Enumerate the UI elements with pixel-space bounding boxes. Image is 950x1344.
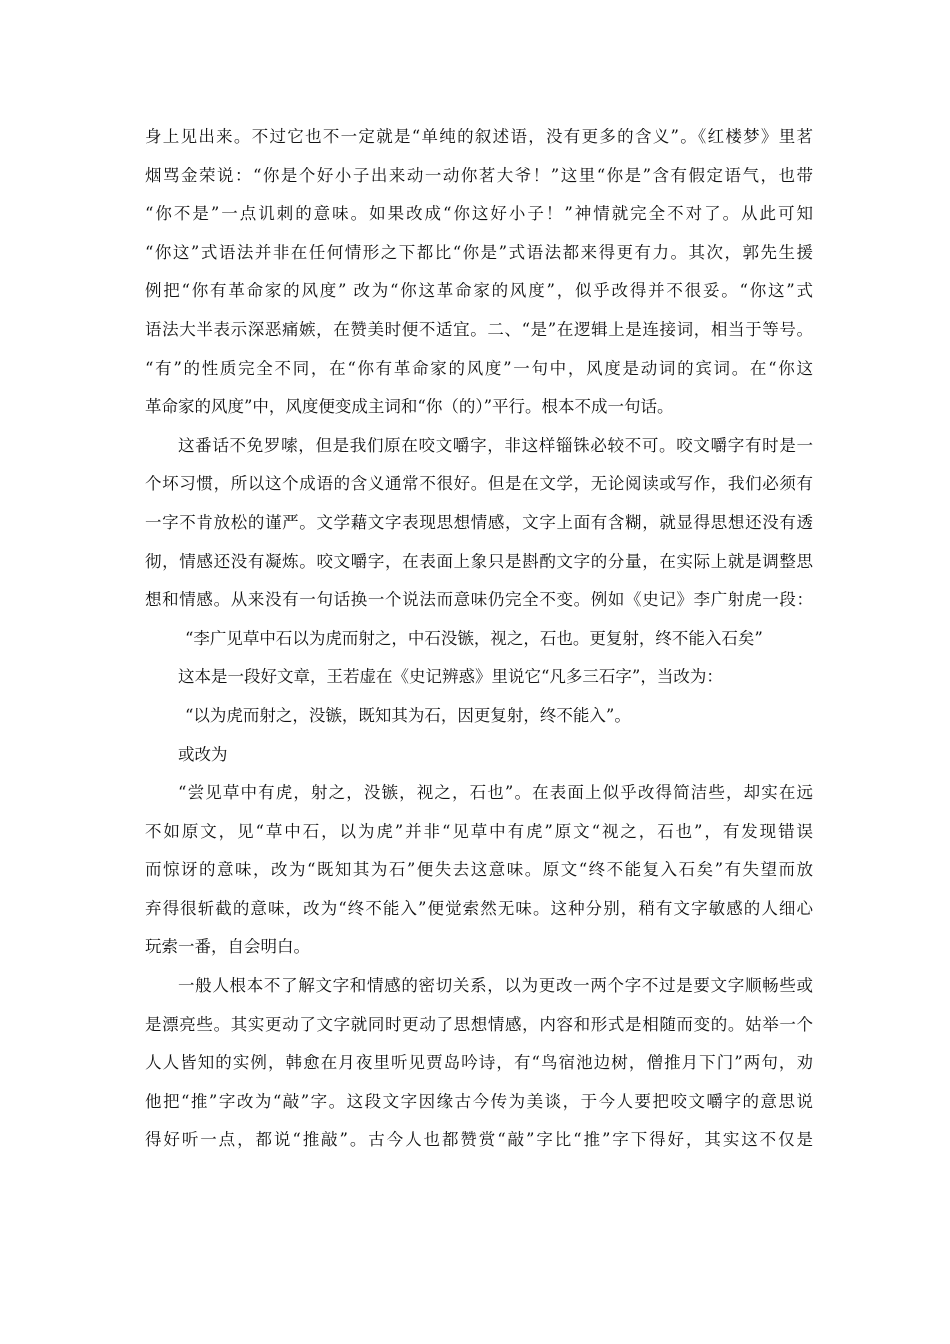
text-line: 个坏习惯，所以这个成语的含义通常不很好。但是在文学，无论阅读或写作，我们必须有 xyxy=(145,474,813,494)
text-line: 语法大半表示深恶痛嫉，在赞美时便不适宜。二、“是”在逻辑上是连接词，相当于等号。 xyxy=(145,319,813,339)
text-line: “李广见草中石以为虎而射之，中石没镞，视之，石也。更复射，终不能入石矣” xyxy=(185,628,763,648)
body-text xyxy=(145,118,813,1160)
text-line: “以为虎而射之，没镞，既知其为石，因更复射，终不能入”。 xyxy=(185,705,631,725)
text-line: 一般人根本不了解文字和情感的密切关系，以为更改一两个字不过是要文字顺畅些或 xyxy=(178,976,813,996)
text-line: 弃得很斩截的意味，改为“终不能入”便觉索然无味。这种分别，稍有文字敏感的人细心 xyxy=(145,898,813,918)
text-line: 例把“你有革命家的风度” 改为“你这革命家的风度”，似乎改得并不很妥。“你这”式 xyxy=(145,281,813,301)
text-line: 人人皆知的实例，韩愈在月夜里听见贾岛吟诗，有“鸟宿池边树，僧推月下门”两句，劝 xyxy=(145,1053,813,1073)
text-line: “你不是”一点讥刺的意味。如果改成“你这好小子！”神情就完全不对了。从此可知 xyxy=(145,204,813,224)
text-line: 彻，情感还没有凝炼。咬文嚼字，在表面上象只是斟酌文字的分量，在实际上就是调整思 xyxy=(145,551,813,571)
text-line: 烟骂金荣说：“你是个好小子出来动一动你茗大爷！”这里“你是”含有假定语气，也带 xyxy=(145,165,813,185)
text-line: 或改为 xyxy=(178,744,228,764)
text-line: 身上见出来。不过它也不一定就是“单纯的叙述语，没有更多的含义”。《红楼梦》里茗 xyxy=(145,127,813,146)
text-line: 他把“推”字改为“敲”字。这段文字因缘古今传为美谈，于今人要把咬文嚼字的意思说 xyxy=(145,1091,813,1111)
text-line: 这本是一段好文章，王若虚在《史记辨惑》里说它“凡多三石字”，当改为： xyxy=(178,667,723,687)
text-line: 而惊讶的意味，改为“既知其为石”便失去这意味。原文“终不能复入石矣”有失望而放 xyxy=(145,860,813,880)
text-line: 玩索一番，自会明白。 xyxy=(145,937,310,957)
text-line: 想和情感。从来没有一句话换一个说法而意味仍完全不变。例如《史记》李广射虎一段： xyxy=(145,590,813,610)
text-line: “你这”式语法并非在任何情形之下都比“你是”式语法都来得更有力。其次，郭先生援 xyxy=(145,242,813,262)
text-line: 这番话不免罗嗦，但是我们原在咬文嚼字，非这样锱铢必较不可。咬文嚼字有时是一 xyxy=(178,435,813,455)
text-line: 不如原文，见“草中石，以为虎”并非“见草中有虎”原文“视之，石也”，有发现错误 xyxy=(145,821,813,841)
text-line: 得好听一点，都说“推敲”。古今人也都赞赏“敲”字比“推”字下得好，其实这不仅是 xyxy=(145,1130,813,1150)
text-line: 是漂亮些。其实更动了文字就同时更动了思想情感，内容和形式是相随而变的。姑举一个 xyxy=(145,1014,813,1034)
text-line: “尝见草中有虎，射之，没镞，视之，石也”。在表面上似乎改得简洁些，却实在远 xyxy=(178,783,813,803)
text-line: 革命家的风度”中，风度便变成主词和“你（的）”平行。根本不成一句话。 xyxy=(145,397,674,417)
text-line: “有”的性质完全不同，在“你有革命家的风度”一句中，风度是动词的宾词。在“你这 xyxy=(145,358,813,378)
text-line: 一字不肯放松的谨严。文学藉文字表现思想情感，文字上面有含糊，就显得思想还没有透 xyxy=(145,512,813,532)
